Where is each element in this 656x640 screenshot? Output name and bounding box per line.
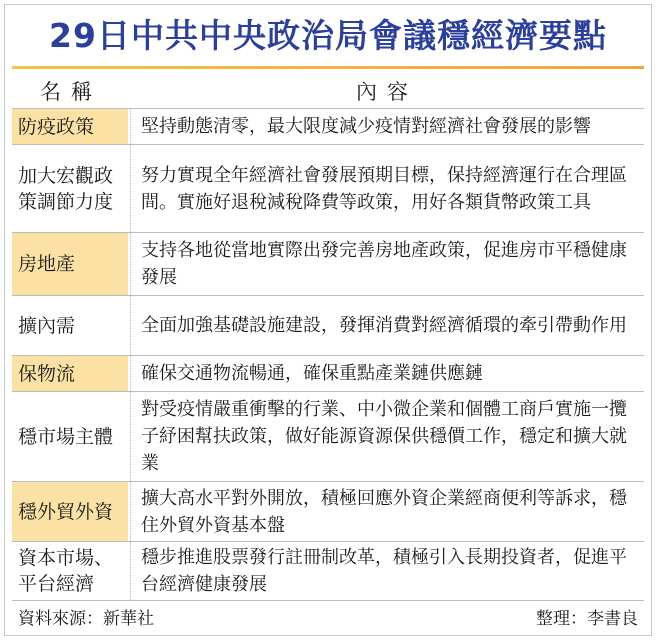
row-content: 努力實現全年經濟社會發展預期目標，保持經濟運行在合理區間。實施好退稅減稅降費等政策，用好各類貨幣政策工具 bbox=[130, 145, 644, 232]
row-content: 擴大高水平對外開放，積極回應外資企業經商便利等訴求，穩住外貿外資基本盤 bbox=[130, 482, 644, 541]
source-credit: 資料來源：新華社 bbox=[18, 608, 154, 629]
table-row bbox=[12, 355, 644, 391]
row-content: 支持各地從當地實際出發完善房地產政策，促進房市平穩健康發展 bbox=[130, 233, 644, 295]
table-row bbox=[12, 232, 644, 295]
row-content: 全面加強基礎設施建設，發揮消費對經濟循環的牽引帶動作用 bbox=[130, 296, 644, 355]
table-row bbox=[12, 295, 644, 355]
row-content: 確保交通物流暢通，確保重點產業鏈供應鏈 bbox=[130, 356, 644, 391]
row-name: 擴內需 bbox=[18, 314, 76, 337]
footer bbox=[12, 603, 644, 629]
row-name: 資本市場、平台經濟 bbox=[18, 547, 114, 595]
policy-table bbox=[12, 108, 644, 600]
table-row bbox=[12, 108, 644, 144]
row-content: 對受疫情嚴重衝擊的行業、中小微企業和個體工商戶實施一攬子紓困幫扶政策，做好能源資源保供穩價工作，穩定和擴大就業 bbox=[130, 392, 644, 481]
row-content: 穩步推進股票發行註冊制改革，積極引入長期投資者，促進平台經濟健康發展 bbox=[130, 542, 644, 600]
table-row bbox=[12, 541, 644, 600]
row-name: 防疫政策 bbox=[12, 109, 128, 144]
row-name: 穩市場主體 bbox=[18, 425, 114, 448]
table-row bbox=[12, 144, 644, 232]
row-name: 穩外貿外資 bbox=[12, 482, 128, 541]
row-content: 堅持動態清零，最大限度減少疫情對經濟社會發展的影響 bbox=[130, 109, 644, 144]
row-name: 加大宏觀政策調節力度 bbox=[18, 164, 114, 213]
editor-credit: 整理：李書良 bbox=[536, 608, 638, 629]
header-name: 名稱 bbox=[40, 80, 102, 104]
header-content: 內容 bbox=[356, 80, 418, 104]
table-header bbox=[12, 76, 644, 106]
table-row bbox=[12, 391, 644, 481]
row-name: 房地產 bbox=[12, 233, 128, 295]
title-underline bbox=[12, 66, 644, 69]
row-name: 保物流 bbox=[12, 356, 128, 391]
footer-divider bbox=[12, 600, 644, 601]
table-row bbox=[12, 481, 644, 541]
page-title: 29日中共中央政治局會議穩經濟要點 bbox=[49, 16, 607, 55]
